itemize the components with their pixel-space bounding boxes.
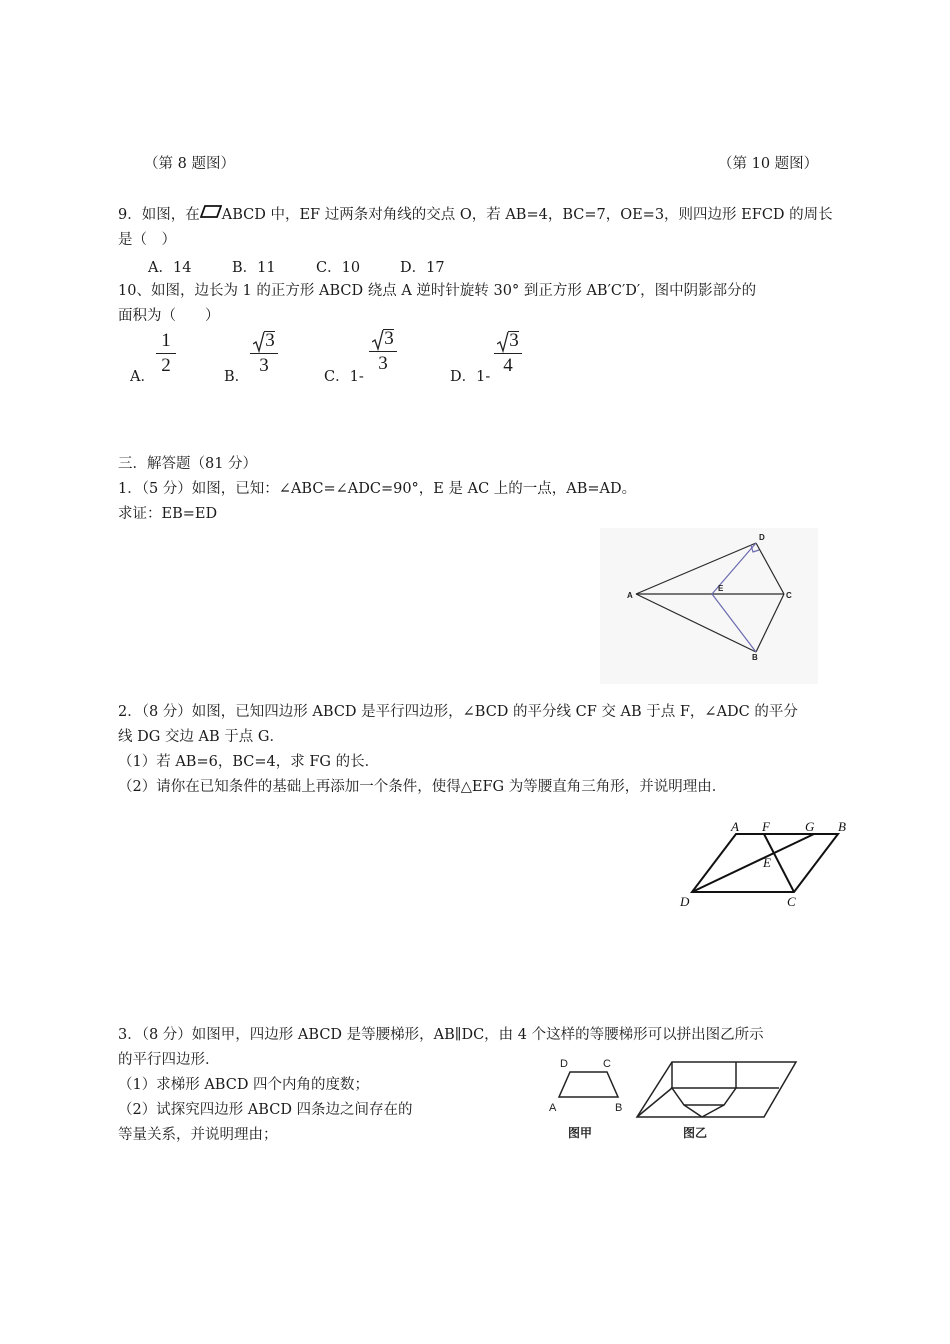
- label-d: D: [560, 1058, 568, 1070]
- sqrt-symbol: [253, 330, 275, 352]
- fraction-bar: [494, 353, 522, 354]
- problem-2-line-4: （2）请你在已知条件的基础上再添加一个条件，使得△EFG 为等腰直角三角形，并说明理由．: [118, 779, 727, 795]
- radicand: 3: [509, 330, 519, 351]
- problem-3-line-4: （2）试探究四边形 ABCD 四条边之间存在的: [118, 1102, 413, 1118]
- sqrt-symbol: [372, 328, 394, 350]
- q9-option-c: C．10: [316, 260, 361, 276]
- label-d: D: [680, 894, 690, 909]
- label-c: C: [603, 1058, 611, 1070]
- q9-text-post: ABCD 中，EF 过两条对角线的交点 O，若 AB=4，BC=7，OE=3，则四边形 EFCD 的周长: [221, 207, 833, 223]
- problem-3-line-2: 的平行四边形．: [118, 1052, 220, 1068]
- q9-text-pre: 9．如图，在: [118, 207, 200, 223]
- label-a: A: [549, 1102, 557, 1114]
- q10-option-d-label: D．1-: [450, 369, 491, 385]
- q10-option-b-label: B．: [224, 369, 250, 385]
- label-a: A: [731, 819, 739, 834]
- problem-2-figure: [672, 814, 862, 910]
- fraction-denominator: 3: [259, 355, 269, 376]
- fraction-bar: [156, 353, 176, 354]
- problem-2-line-1: 2．（8 分）如图，已知四边形 ABCD 是平行四边形，∠BCD 的平分线 CF 交 AB 于点 F，∠ADC 的平分: [118, 704, 798, 720]
- radicand: 3: [265, 330, 275, 351]
- question-9-line-2: 是（ ）: [118, 232, 176, 248]
- label-a: A: [627, 591, 633, 600]
- label-c: C: [786, 591, 792, 600]
- problem-1-line-2: 求证：EB=ED: [118, 506, 218, 522]
- figure-jia-caption: 图甲: [568, 1126, 593, 1140]
- problem-2-line-3: （1）若 AB=6，BC=4，求 FG 的长．: [118, 754, 380, 770]
- fraction-denominator: 3: [378, 353, 388, 374]
- problem-1-line-1: 1．（5 分）如图，已知：∠ABC=∠ADC=90°，E 是 AC 上的一点，AB=AD。: [118, 481, 637, 497]
- q10-option-a-fraction: [156, 330, 176, 377]
- label-b: B: [752, 653, 758, 662]
- problem-2-line-2: 线 DG 交边 AB 于点 G．: [118, 729, 284, 745]
- fraction-denominator: 4: [503, 355, 513, 376]
- segment-dg: [692, 834, 814, 892]
- question-10-line-2: 面积为（ ）: [118, 308, 220, 324]
- q10-option-d-fraction: [494, 330, 522, 377]
- q9-option-d: D．17: [400, 260, 445, 276]
- label-g: G: [805, 819, 815, 834]
- problem-3-line-3: （1）求梯形 ABCD 四个内角的度数；: [118, 1077, 370, 1093]
- figure-yi-caption: 图乙: [683, 1126, 708, 1140]
- q9-option-a: A．14: [148, 260, 192, 276]
- label-b: B: [838, 819, 846, 834]
- q10-option-b-fraction: [250, 330, 278, 377]
- label-c: C: [787, 894, 796, 909]
- trapezoid-abcd: [559, 1072, 618, 1097]
- label-f: F: [762, 819, 770, 834]
- sqrt-symbol: [497, 330, 519, 352]
- question-9-line-1: [118, 203, 833, 224]
- problem-3-line-5: 等量关系，并说明理由；: [118, 1127, 278, 1143]
- problem-3-line-1: 3．（8 分）如图甲，四边形 ABCD 是等腰梯形，AB∥DC，由 4 个这样的等腰梯形可以拼出图乙所示: [118, 1027, 764, 1043]
- section-3-heading: 三．解答题（81 分）: [118, 456, 258, 472]
- fraction-bar: [369, 351, 397, 352]
- fraction-numerator: 1: [161, 330, 171, 351]
- figure-8-caption: （第 8 题图）: [144, 156, 235, 172]
- label-d: D: [759, 533, 765, 542]
- figure-yi-parallelogram: [637, 1062, 796, 1117]
- label-b: B: [615, 1102, 623, 1114]
- parallelogram-icon: [200, 205, 222, 219]
- q10-option-c-label: C．1-: [324, 369, 364, 385]
- label-e: E: [718, 584, 724, 593]
- question-10-line-1: 10、如图，边长为 1 的正方形 ABCD 绕点 A 逆时针旋转 30° 到正方形 AB′C′D′，图中阴影部分的: [118, 283, 757, 299]
- problem-3-figures: [545, 1053, 870, 1148]
- fraction-bar: [250, 353, 278, 354]
- fraction-denominator: 2: [161, 355, 171, 376]
- q10-option-c-fraction: [369, 328, 397, 375]
- problem-1-figure: [600, 528, 818, 684]
- q10-option-a-label: A．: [130, 369, 155, 385]
- q9-option-b: B．11: [232, 260, 276, 276]
- label-e: E: [763, 855, 771, 870]
- figure-10-caption: （第 10 题图）: [718, 156, 819, 172]
- radicand: 3: [384, 328, 394, 349]
